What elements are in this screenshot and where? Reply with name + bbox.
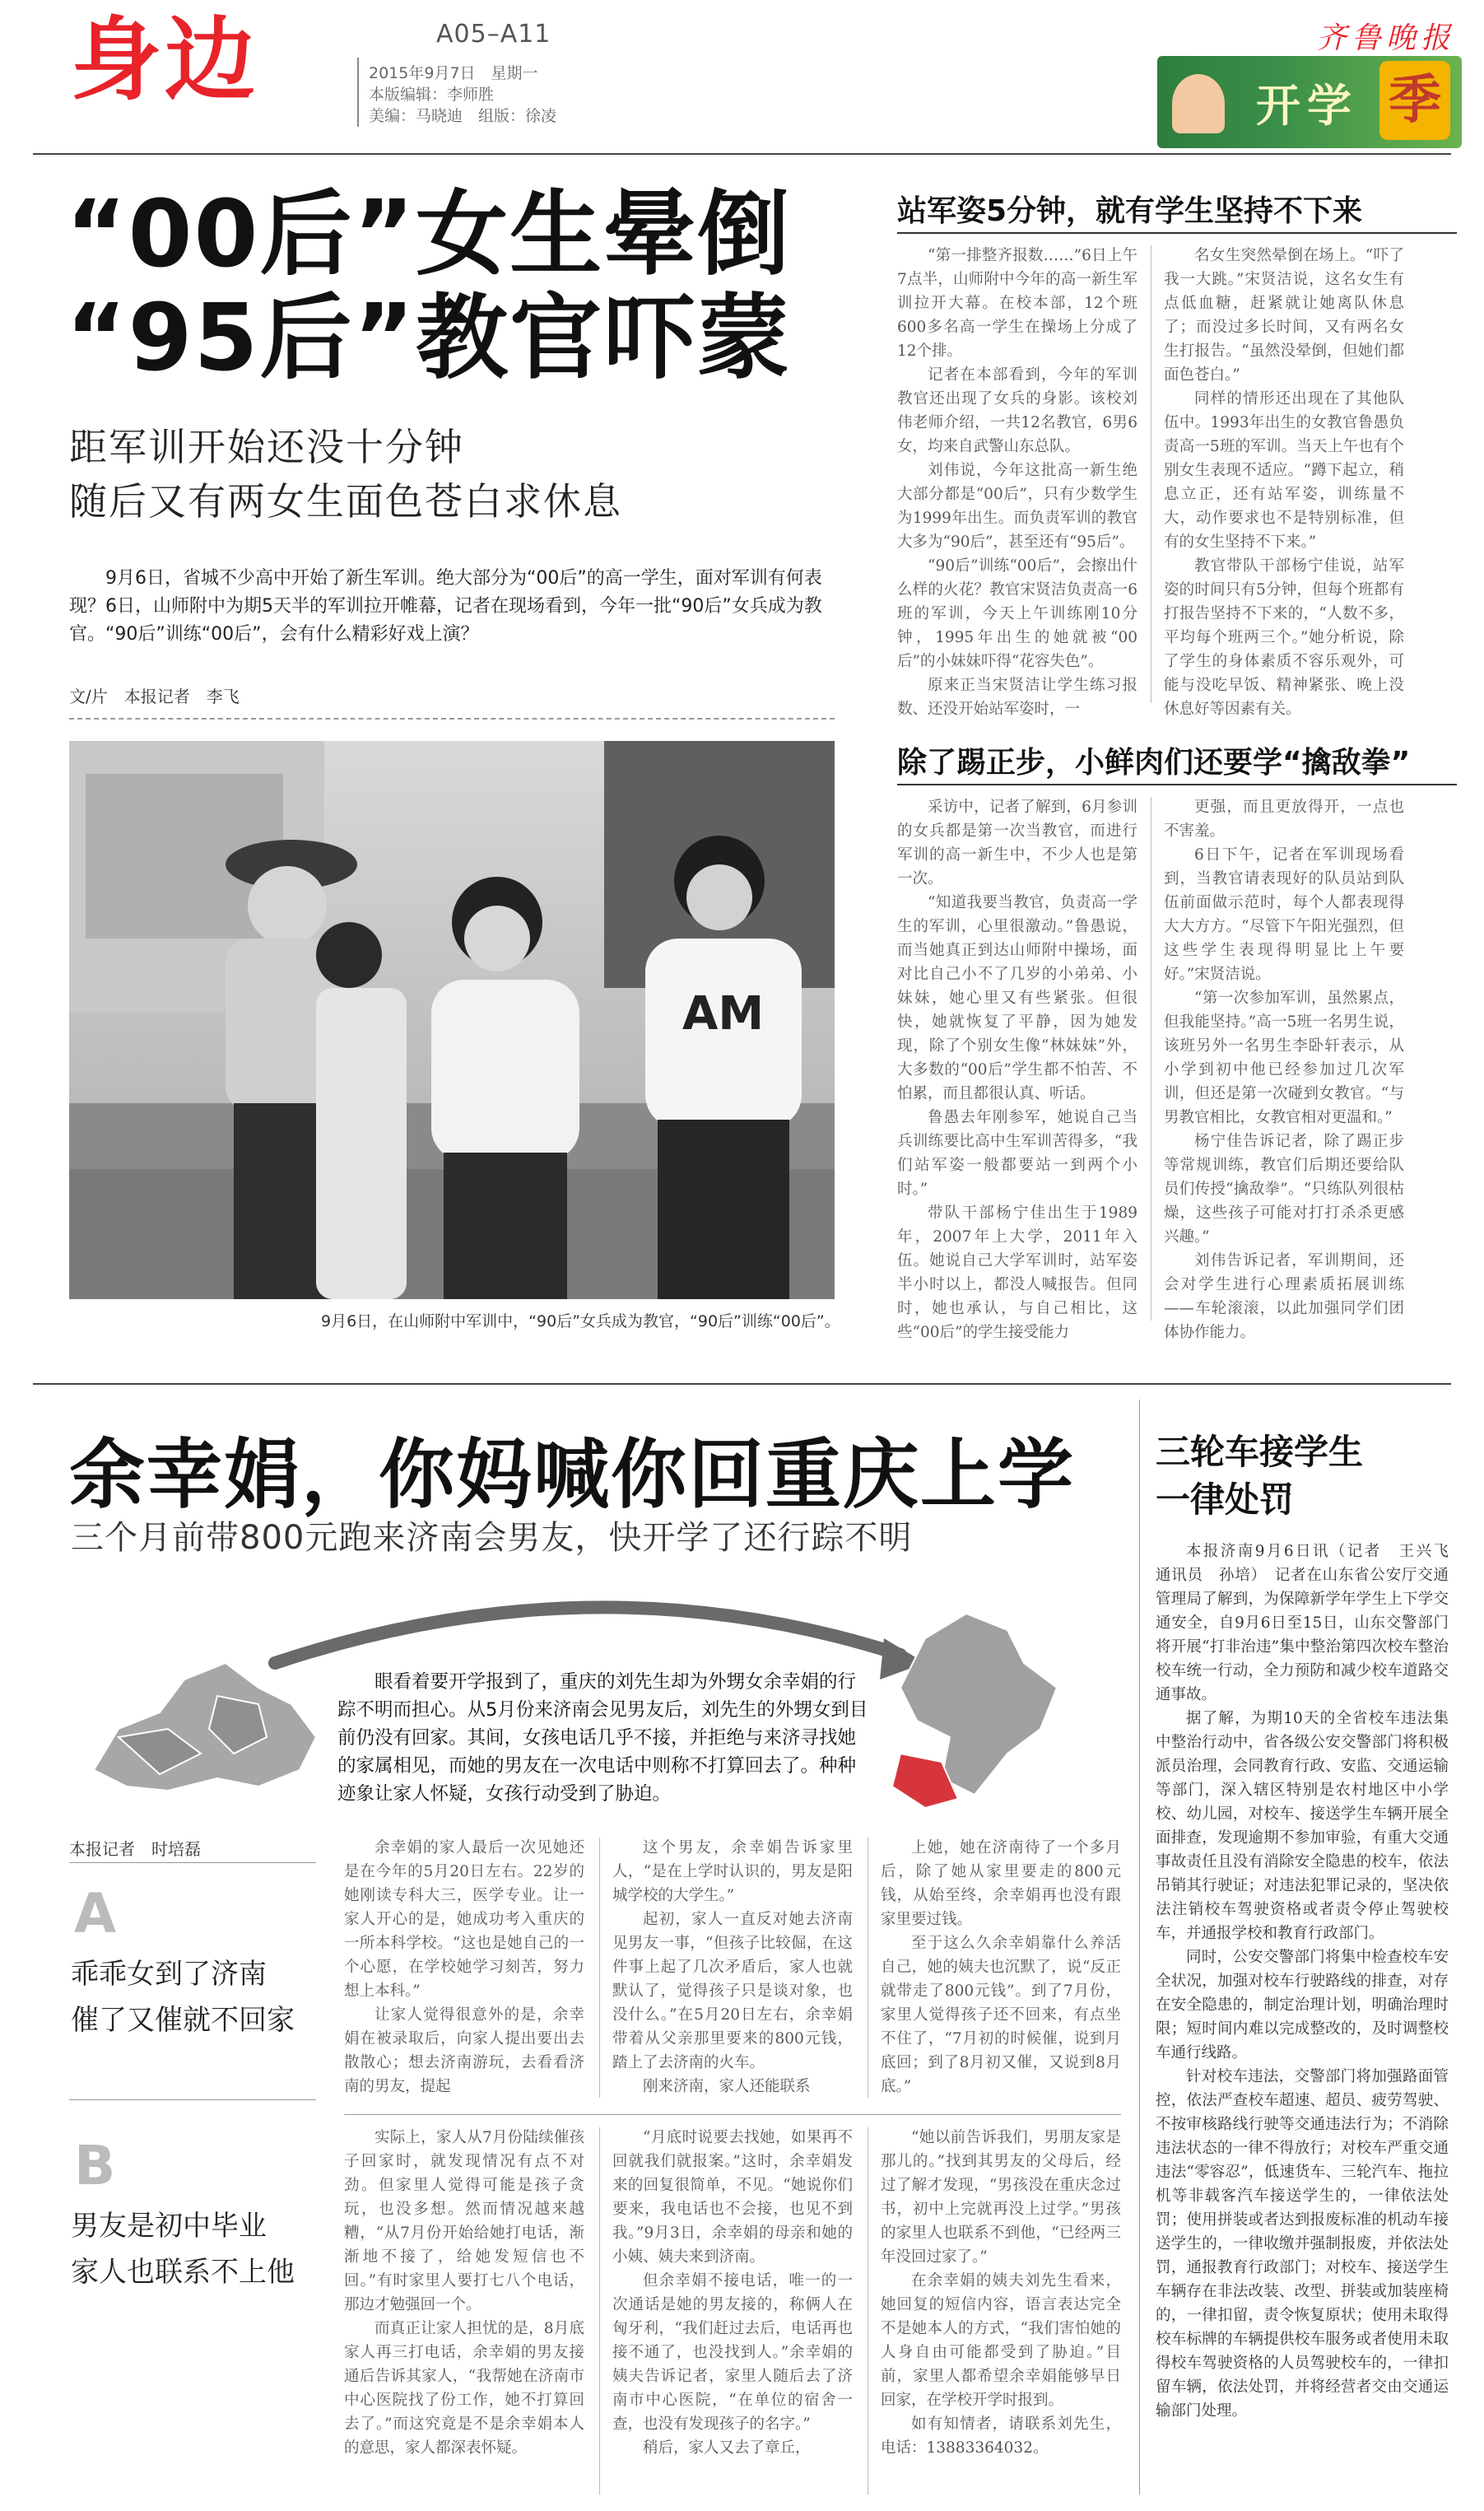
section2-column-2 <box>1164 795 1404 1341</box>
side-divider <box>1139 1400 1140 2495</box>
section-a-title-line1: 乖乖女到了济南 <box>71 1958 267 1991</box>
paragraph: 刚来济南，家人还能联系 <box>643 2078 811 2095</box>
paragraph: 名女生突然晕倒在场上。“吓了我一大跳。”宋贤洁说，这名女生有点低血糖，赶紧就让她离队休息了；而没过多长时间，又有两名女生打报告。“虽然没晕倒，但她们都面色苍白。” <box>1164 247 1404 384</box>
editor-credit: 本版编辑：李师胜 <box>369 86 495 104</box>
side-headline-line2: 一律处罚 <box>1156 1479 1295 1520</box>
photo-illustration <box>69 741 835 1299</box>
header-meta <box>369 63 556 127</box>
military-training-photo <box>69 741 835 1299</box>
paragraph: “第一排整齐报数……”6日上午7点半，山师附中今年的高一新生军训拉开大幕。在校本部，12个班600多名高一学生在操场上分成了12个排。 <box>897 247 1137 360</box>
second-headline: 余幸娟，你妈喊你回重庆上学 <box>69 1431 1076 1519</box>
season-banner <box>1157 56 1462 148</box>
paragraph: 起初，家人一直反对她去济南见男友一事，“但孩子比较倔，在这件事上起了几次矛盾后，家人也就默认了，觉得孩子只是谈对象，也没什么。”在5月20日左右，余幸娟带着从父亲那里要来的800元钱，踏上了去济南的火车。 <box>612 1911 853 2071</box>
issue-date: 2015年9月7日 星期一 <box>369 64 538 82</box>
section1-rule <box>897 232 1457 234</box>
section2-rule <box>897 784 1457 785</box>
section-a-letter: A <box>74 1882 117 1945</box>
main-subhead-line2: 随后又有两女生面色苍白求休息 <box>69 479 622 524</box>
column-divider <box>599 2127 600 2495</box>
main-byline: 文/片 本报记者 李飞 <box>69 687 240 706</box>
season-char: 季 <box>1379 61 1450 140</box>
paragraph: 刘伟告诉记者，军训期间，还会对学生进行心理素质拓展训练——车轮滚滚，以此加强同学们团体协作能力。 <box>1164 1252 1404 1341</box>
designer-credit: 美编：马晓迪 组版：徐凌 <box>369 107 557 125</box>
second-lead: 眼看着要开学报到了，重庆的刘先生却为外甥女余幸娟的行踪不明而担心。从5月份来济南会见男友后，刘先生的外甥女到目前仍没有回家。其间，女孩电话几乎不接，并拒绝与来济寻找她的家属相见，而她的男友在一次电话中则称不打算回去了。种种迹象让家人怀疑，女孩行动受到了胁迫。 <box>337 1671 868 1805</box>
paragraph: 带队干部杨宁佳出生于1989年，2007年上大学，2011年入伍。她说自己大学军训时，站军姿半小时以上，都没人喊报告。但同时，她也承认，与自己相比，这些“00后”的学生接受能力 <box>897 1204 1137 1341</box>
paragraph: 余幸娟的家人最后一次见她还是在今年的5月20日左右。22岁的她刚读专科大三，医学专业。让一家人开心的是，她成功考入重庆的一所本科学校。“这也是她自己的一个心愿，在学校她学习刻苦，努力想上本科。” <box>344 1839 584 2000</box>
section1-column-1 <box>897 244 1137 718</box>
section2-title: 除了踢正步，小鲜肉们还要学“擒敌拳” <box>897 746 1411 780</box>
side-story-body <box>1156 1540 1464 2495</box>
top-rule <box>33 153 1451 155</box>
section-a-column-1 <box>344 1836 584 2099</box>
section-b-title <box>71 2203 295 2295</box>
section-divider <box>344 2114 1121 2115</box>
side-headline-line1: 三轮车接学生 <box>1156 1432 1364 1472</box>
student-illustration <box>1172 74 1225 133</box>
section-b-title-line1: 男友是初中毕业 <box>71 2210 267 2243</box>
newspaper-logo: 齐鲁晚报 <box>1317 21 1456 55</box>
section1-column-2 <box>1164 244 1404 718</box>
header-divider <box>357 58 359 127</box>
main-subhead <box>69 420 622 529</box>
paragraph: 如有知情者，请联系刘先生，电话：13883364032。 <box>881 2415 1121 2457</box>
main-lead: 9月6日，省城不少高中开始了新生军训。绝大部分为“00后”的高一学生，面对军训有何表现？6日，山师附中为期5天半的军训拉开帷幕，记者在现场看到，今年一批“90后”女兵成为教官。“90后”训练“00后”，会有什么精彩好戏上演？ <box>69 568 822 645</box>
paragraph: 鲁愚去年刚参军，她说自己当兵训练要比高中生军训苦得多，“我们站军姿一般都要站一到两个小时。” <box>897 1109 1137 1198</box>
section-a-rule <box>69 2099 316 2100</box>
paragraph: 而真正让家人担忧的是，8月底家人再三打电话，余幸娟的男友接通后告诉其家人，“我帮她在济南市中心医院找了份工作，她不打算回去了。”而这究竟是不是余幸娟本人的意思，家人都深表怀疑。 <box>344 2320 584 2457</box>
paragraph: 稍后，家人又去了章丘， <box>643 2439 811 2457</box>
paragraph: 这个男友，余幸娟告诉家里人，“是在上学时认识的，男友是阳城学校的大学生。” <box>612 1839 853 1904</box>
main-headline-line1: “00后”女生晕倒 <box>66 181 792 288</box>
paragraph: 同时，公安交警部门将集中检查校车安全状况，加强对校车行驶路线的排查，对存在安全隐患的，制定治理计划，明确治理时限；短时间内难以完成整改的，及时调整校车通行线路。 <box>1156 1949 1449 2061</box>
paragraph: “她以前告诉我们，男朋友家是那儿的。”找到其男友的父母后，经过了解才发现，“男孩没在重庆念过书，初中上完就再没上过学。”男孩的家里人也联系不到他，“已经两三年没回过家了。” <box>881 2129 1121 2266</box>
paragraph: 6日下午，记者在军训现场看到，当教官请表现好的队员站到队伍前面做示范时，每个人都表现得大大方方。“尽管下午阳光强烈，但这些学生表现得明显比上午要好。”宋贤洁说。 <box>1164 846 1404 983</box>
paragraph: 至于这么久余幸娟靠什么养活自己，她的姨夫也沉默了，说“反正就带走了800元钱”。到了7月份，家里人觉得孩子还不回来，有点坐不住了，“7月初的时候催，说到月底回；到了8月初又催，又说到8月底。” <box>881 1935 1121 2095</box>
paragraph: 实际上，家人从7月份陆续催孩子回家时，就发现情况有点不对劲。但家里人觉得可能是孩子贪玩，也没多想。然而情况越来越糟，“从7月份开始给她打电话，渐渐地不接了，给她发短信也不回。”有时家里人要打七八个电话，那边才勉强回一个。 <box>344 2129 584 2313</box>
season-banner-text: 开学 <box>1256 80 1358 132</box>
paragraph: 本报济南9月6日讯（记者 王兴飞 通讯员 孙培） 记者在山东省公安厅交通管理局了解到，为保障新学年学生上下学交通安全，自9月6日至15日，山东交警部门将开展“打非治违”集中整治第四次校车整治校车统一行动，全力预防和减少校车道路交通事故。 <box>1156 1543 1464 1703</box>
paragraph: 原来正当宋贤洁让学生练习报数、还没开始站军姿时，一 <box>897 677 1137 718</box>
paragraph: “月底时说要去找她，如果再不回就我们就报案。”这时，余幸娟发来的回复很简单，不见。“她说你们要来，我电话也不会接，也见不到我。”9月3日，余幸娟的母亲和她的小姨、姨夫来到济南。 <box>612 2129 853 2266</box>
paragraph: “90后”训练“00后”，会擦出什么样的火花？教官宋贤洁负责高一6班的军训，今天上午训练刚10分钟，1995年出生的她就被“00后”的小妹妹吓得“花容失色”。 <box>897 557 1137 670</box>
paragraph: 同样的情形还出现在了其他队伍中。1993年出生的女教官鲁愚负责高一5班的军训。当天上午也有个别女生表现不适应。“蹲下起立，稍息立正，还有站军姿，训练量不大，动作要求也不是特别标准，但有的女生坚持不下来。” <box>1164 390 1404 551</box>
side-headline <box>1156 1428 1363 1524</box>
paragraph: “第一次参加军训，虽然累点，但我能坚持。”高一5班一名男生说，该班另外一名男生李卧轩表示，从小学到初中他已经参加过几次军训，但还是第一次碰到女教官。“与男教官相比，女教官相对更温和。” <box>1164 990 1404 1126</box>
paragraph: 据了解，为期10天的全省校车违法集中整治行动中，省各级公安交警部门将积极派员治理，会同教育行政、安监、交通运输等部门，深入辖区特别是农村地区中小学校、幼儿园，对校车、接送学生车辆开展全面排查，发现逾期不参加审验，有重大交通事故责任且没有消除安全隐患的校车，依法吊销其行驶证；对违法犯罪记录的，坚决依法注销校车驾驶资格或者责令停止驾驶校车，并通报学校和教育行政部门。 <box>1156 1710 1449 1942</box>
paragraph: 刘伟说，今年这批高一新生绝大部分都是“00后”，只有少数学生为1999年出生。而负责军训的教官大多为“90后”，甚至还有“95后”。 <box>897 462 1137 551</box>
paragraph: 针对校车违法，交警部门将加强路面管控，依法严查校车超速、超员、疲劳驾驶、不按审核路线行驶等交通违法行为；不消除违法状态的一律不得放行；对校车严重交通违法“零容忍”，低速货车、三轮汽车、拖拉机等非载客汽车接送学生的，一律依法处罚；使用拼装或者达到报废标准的机动车接送学生的，一律收缴并强制报废，并依法处罚，通报教育行政部门；对校车、接送学生车辆存在非法改装、改型、拼装或加装座椅的，一律扣留，责令恢复原状；使用未取得校车标牌的车辆提供校车服务或者使用未取得校车驾驶资格的人员驾驶校车的，一律扣留车辆，依法处罚，并将经营者交由交通运输部门处理。 <box>1156 2068 1449 2420</box>
second-byline: 本报记者 时培磊 <box>69 1839 201 1859</box>
byline-rule <box>69 1862 316 1863</box>
paragraph: 采访中，记者了解到，6月参训的女兵都是第一次当教官，而进行军训的高一新生中，不少人也是第一次。 <box>897 799 1137 887</box>
paragraph: 教官带队干部杨宁佳说，站军姿的时间只有5分钟，但每个班都有打报告坚持不下来的，“人数不多，平均每个班两三个。”她分析说，除了学生的身体素质不容乐观外，可能与没吃早饭、精神紧张、晚上没休息好等因素有关。 <box>1164 557 1404 718</box>
section-b-column-1 <box>344 2126 584 2496</box>
section2-column-1 <box>897 795 1137 1341</box>
main-headline <box>66 183 791 390</box>
section-b-column-3 <box>881 2126 1121 2496</box>
section-a-title <box>71 1951 295 2043</box>
section-b-letter: B <box>74 2134 116 2197</box>
section-a-column-3 <box>881 1836 1121 2099</box>
paragraph: “知道我要当教官，负责高一学生的军训，心里很激动。”鲁愚说，而当她真正到达山师附中操场，面对比自己小不了几岁的小弟弟、小妹妹，她心里又有些紧张。但很快，她就恢复了平静，因为她发现，除了个别女生像“林妹妹”外，大多数的“00后”学生都不怕苦、不怕累，而且都很认真、听话。 <box>897 894 1137 1102</box>
second-subhead: 三个月前带800元跑来济南会男友，快开学了还行踪不明 <box>71 1519 913 1557</box>
paragraph: 记者在本部看到，今年的军训教官还出现了女兵的身影。该校刘伟老师介绍，一共12名教官，6男6女，均来自武警山东总队。 <box>897 366 1137 455</box>
section-b-title-line2: 家人也联系不上他 <box>71 2256 295 2289</box>
middle-rule <box>33 1383 1451 1385</box>
section-brand: 身边 <box>71 7 258 113</box>
section-a-title-line2: 催了又催就不回家 <box>71 2004 295 2037</box>
main-headline-line2: “95后”教官吓蒙 <box>66 285 792 392</box>
section1-title: 站军姿5分钟，就有学生坚持不下来 <box>897 194 1363 228</box>
paragraph: 让家人觉得很意外的是，余幸娟在被录取后，向家人提出要出去散散心；想去济南游玩，去看看济南的男友，提起 <box>344 2006 584 2095</box>
paragraph: 但余幸娟不接电话，唯一的一次通话是她的男友接的，称俩人在匈牙利，“我们赶过去后，电话再也接不通了，也没找到人。”余幸娟的姨夫告诉记者，家里人随后去了济南市中心医院，“在单位的宿舍一查，也没有发现孩子的名字。” <box>612 2272 853 2433</box>
paragraph: 上她，她在济南待了一个多月后，除了她从家里要走的800元钱，从始至终，余幸娟再也没有跟家里要过钱。 <box>881 1839 1121 1928</box>
section-b-column-2 <box>612 2126 853 2496</box>
photo-caption: 9月6日，在山师附中军训中，“90后”女兵成为教官，“90后”训练“00后”。 <box>321 1312 840 1330</box>
main-subhead-line1: 距军训开始还没十分钟 <box>69 425 464 469</box>
page-range: A05–A11 <box>436 20 551 49</box>
column-divider <box>599 1838 600 2098</box>
paragraph: 在余幸娟的姨夫刘先生看来，她回复的短信内容，语言表达完全不是她本人的方式，“我们害怕她的人身自由可能都受到了胁迫。”目前，家里人都希望余幸娟能够早日回家，在学校开学时报到。 <box>881 2272 1121 2409</box>
paragraph: 杨宁佳告诉记者，除了踢正步等常规训练，教官们后期还要给队员们传授“擒敌拳”。“只练队列很枯燥，这些孩子可能对打打杀杀更感兴趣。” <box>1164 1133 1404 1246</box>
section-a-column-2 <box>612 1836 853 2099</box>
paragraph: 更强，而且更放得开，一点也不害羞。 <box>1164 799 1404 840</box>
shirt-print: AM <box>682 987 765 1041</box>
byline-divider <box>69 718 835 720</box>
